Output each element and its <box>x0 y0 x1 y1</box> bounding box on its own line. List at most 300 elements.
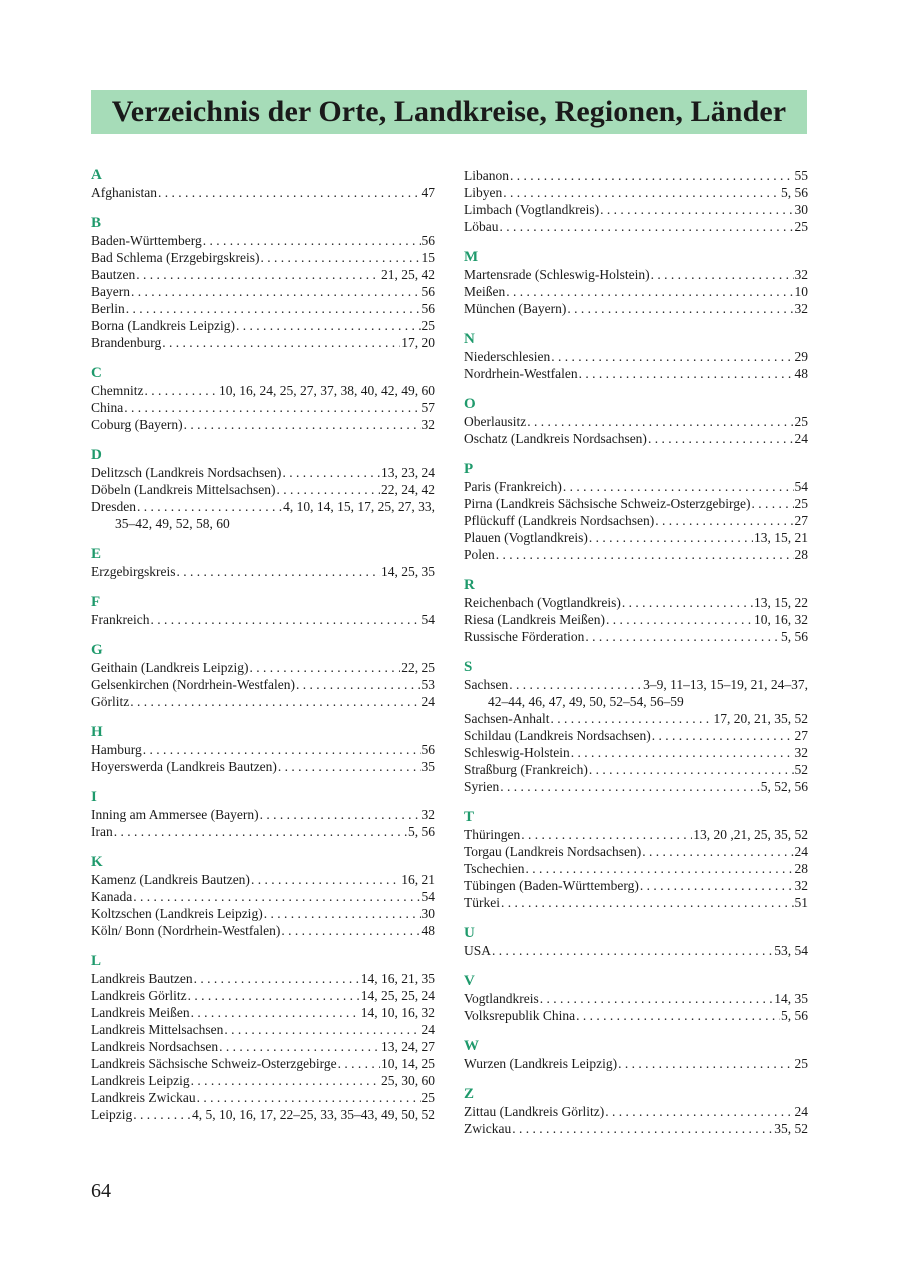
index-section <box>91 447 435 532</box>
index-entry <box>464 430 808 447</box>
index-entry <box>464 495 808 512</box>
dot-leader <box>203 232 421 249</box>
section-letter: I <box>91 789 97 805</box>
entry-name: Niederschlesien <box>464 349 551 364</box>
index-entry <box>91 888 435 905</box>
entry-name: Sachsen <box>464 677 509 692</box>
dot-leader <box>652 727 794 744</box>
dot-leader <box>133 1106 191 1123</box>
index-entry <box>464 744 808 761</box>
page-title: Verzeichnis der Orte, Landkreise, Regionen, Länder <box>111 95 787 128</box>
index-entry <box>464 594 808 611</box>
index-entry <box>464 860 808 877</box>
dot-leader <box>521 826 692 843</box>
index-entry <box>464 184 808 201</box>
index-entry <box>91 184 435 201</box>
entry-name: Zittau (Landkreis Görlitz) <box>464 1104 605 1119</box>
entry-name: Landkreis Nordsachsen <box>91 1039 219 1054</box>
index-entry <box>91 806 435 823</box>
dot-leader <box>576 1007 780 1024</box>
entry-pages: 22, 25 <box>401 660 435 675</box>
section-letter: T <box>464 809 475 825</box>
section-letter: Z <box>464 1086 475 1102</box>
entry-pages: 13, 24, 27 <box>381 1039 435 1054</box>
entry-pages: 22, 24, 42 <box>381 482 435 497</box>
entry-name: China <box>91 400 124 415</box>
index-entry <box>91 741 435 758</box>
dot-leader <box>191 1072 380 1089</box>
dot-leader <box>540 990 774 1007</box>
section-letter: F <box>91 594 101 610</box>
dot-leader <box>563 478 794 495</box>
dot-leader <box>618 1055 793 1072</box>
index-entry <box>91 464 435 481</box>
entry-pages: 53, 54 <box>774 943 808 958</box>
entry-pages: 13, 15, 21 <box>754 530 808 545</box>
entry-pages: 15 <box>421 250 435 265</box>
entry-pages: 25 <box>794 414 808 429</box>
entry-pages: 29 <box>794 349 808 364</box>
dot-leader <box>131 283 421 300</box>
index-entry <box>91 987 435 1004</box>
index-entry <box>91 563 435 580</box>
index-entry <box>464 478 808 495</box>
dot-leader <box>162 334 400 351</box>
entry-pages: 14, 25, 25, 24 <box>360 988 435 1003</box>
entry-pages: 5, 56 <box>781 185 808 200</box>
entry-pages: 54 <box>794 479 808 494</box>
section-letter: H <box>91 724 103 740</box>
dot-leader <box>606 611 753 628</box>
dot-leader <box>642 843 793 860</box>
entry-pages: 32 <box>794 878 808 893</box>
index-entry <box>91 676 435 693</box>
dot-leader <box>589 761 794 778</box>
entry-name: Thüringen <box>464 827 521 842</box>
index-entry <box>464 348 808 365</box>
index-section <box>464 659 808 795</box>
entry-name: Berlin <box>91 301 125 316</box>
index-column-right <box>464 167 808 1151</box>
entry-name: Paris (Frankreich) <box>464 479 562 494</box>
index-entry <box>91 481 435 498</box>
entry-name: Afghanistan <box>91 185 157 200</box>
index-entry <box>464 990 808 1007</box>
index-entry <box>464 300 808 317</box>
entry-pages: 17, 20, 21, 35, 52 <box>713 711 808 726</box>
index-entry <box>91 693 435 710</box>
entry-name: Görlitz <box>91 694 130 709</box>
entry-pages: 56 <box>421 233 435 248</box>
dot-leader <box>282 464 380 481</box>
entry-pages: 35 <box>421 759 435 774</box>
entry-name: Vogtlandkreis <box>464 991 539 1006</box>
entry-pages: 24 <box>421 694 435 709</box>
dot-leader <box>640 877 794 894</box>
dot-leader <box>236 317 421 334</box>
index-section <box>91 594 435 628</box>
entry-name: Schleswig-Holstein <box>464 745 570 760</box>
entry-name: Polen <box>464 547 495 562</box>
section-letter: E <box>91 546 102 562</box>
dot-leader <box>492 942 773 959</box>
entry-pages: 24 <box>421 1022 435 1037</box>
index-entry <box>464 843 808 860</box>
entry-name: Dresden <box>91 499 136 514</box>
entry-name: Riesa (Landkreis Meißen) <box>464 612 605 627</box>
dot-leader <box>188 987 360 1004</box>
index-section <box>464 809 808 911</box>
entry-name: Landkreis Bautzen <box>91 971 193 986</box>
entry-pages: 53 <box>421 677 435 692</box>
entry-name: Oberlausitz <box>464 414 527 429</box>
entry-pages: 25 <box>794 1056 808 1071</box>
dot-leader <box>191 1004 360 1021</box>
entry-pages: 10 <box>794 284 808 299</box>
entry-pages: 5, 56 <box>781 1008 808 1023</box>
entry-pages: 48 <box>794 366 808 381</box>
dot-leader <box>605 1103 793 1120</box>
entry-pages: 52 <box>794 762 808 777</box>
entry-pages: 28 <box>794 861 808 876</box>
entry-name: Zwickau <box>464 1121 512 1136</box>
entry-name: Oschatz (Landkreis Nordsachsen) <box>464 431 647 446</box>
index-entry <box>464 1055 808 1072</box>
dot-leader <box>296 676 421 693</box>
entry-name: Kamenz (Landkreis Bautzen) <box>91 872 250 887</box>
index-entry <box>91 416 435 433</box>
index-section <box>91 642 435 710</box>
dot-leader <box>176 563 380 580</box>
index-entry <box>464 894 808 911</box>
index-section <box>464 577 808 645</box>
index-section <box>91 953 435 1123</box>
entry-name: Libyen <box>464 185 503 200</box>
dot-leader <box>571 744 794 761</box>
entry-name: Iran <box>91 824 113 839</box>
entry-pages: 35, 52 <box>774 1121 808 1136</box>
entry-name: Erzgebirgskreis <box>91 564 176 579</box>
entry-name: Libanon <box>464 168 509 183</box>
section-letter: P <box>464 461 474 477</box>
entry-pages: 32 <box>794 301 808 316</box>
entry-pages: 51 <box>794 895 808 910</box>
entry-pages: 48 <box>421 923 435 938</box>
entry-pages: 56 <box>421 301 435 316</box>
index-entry <box>464 218 808 235</box>
entry-pages: 5, 56 <box>781 629 808 644</box>
entry-name: Inning am Ammersee (Bayern) <box>91 807 259 822</box>
entry-pages: 56 <box>421 284 435 299</box>
entry-pages: 10, 14, 25 <box>381 1056 435 1071</box>
index-section <box>91 546 435 580</box>
entry-pages: 16, 21 <box>401 872 435 887</box>
entry-pages: 32 <box>794 745 808 760</box>
index-entry <box>464 546 808 563</box>
dot-leader <box>496 546 794 563</box>
entry-name: Tübingen (Baden-Württemberg) <box>464 878 639 893</box>
entry-name: Bautzen <box>91 267 136 282</box>
index-section <box>464 396 808 447</box>
entry-name: Torgau (Landkreis Nordsachsen) <box>464 844 642 859</box>
index-entry <box>91 905 435 922</box>
section-letter: M <box>464 249 479 265</box>
entry-name: Reichenbach (Vogtlandkreis) <box>464 595 621 610</box>
index-section <box>464 1086 808 1137</box>
entry-pages: 24 <box>794 844 808 859</box>
entry-name: Köln/ Bonn (Nordrhein-Westfalen) <box>91 923 281 938</box>
dot-leader <box>114 823 407 840</box>
entry-name: Delitzsch (Landkreis Nordsachsen) <box>91 465 282 480</box>
dot-leader <box>551 348 793 365</box>
dot-leader <box>506 283 793 300</box>
index-section <box>91 365 435 433</box>
dot-leader <box>550 710 712 727</box>
entry-pages: 30 <box>421 906 435 921</box>
entry-name: Sachsen-Anhalt <box>464 711 550 726</box>
index-entry <box>464 413 808 430</box>
entry-name: München (Bayern) <box>464 301 567 316</box>
entry-pages: 25 <box>421 318 435 333</box>
entry-name: Landkreis Meißen <box>91 1005 190 1020</box>
index-entry <box>464 1120 808 1137</box>
entry-pages: 4, 10, 14, 15, 17, 25, 27, 33, <box>283 499 435 514</box>
dot-leader <box>194 970 360 987</box>
entry-pages: 21, 25, 42 <box>381 267 435 282</box>
index-entry <box>91 1004 435 1021</box>
section-letter: U <box>464 925 475 941</box>
section-letter: D <box>91 447 102 463</box>
index-entry <box>91 1021 435 1038</box>
index-section <box>464 461 808 563</box>
entry-pages: 24 <box>794 431 808 446</box>
entry-pages: 32 <box>421 417 435 432</box>
title-banner <box>91 90 807 134</box>
dot-leader <box>133 888 420 905</box>
index-section <box>464 973 808 1024</box>
entry-name: Landkreis Sächsische Schweiz-Osterzgebirge <box>91 1056 337 1071</box>
index-entry <box>91 1089 435 1106</box>
entry-pages: 32 <box>421 807 435 822</box>
entry-name: Türkei <box>464 895 500 910</box>
index-section <box>464 331 808 382</box>
dot-leader <box>651 266 794 283</box>
dot-leader <box>501 894 794 911</box>
entry-name: Pirna (Landkreis Sächsische Schweiz-Osterzgebirge) <box>464 496 751 511</box>
dot-leader <box>278 758 421 775</box>
entry-pages: 5, 52, 56 <box>760 779 808 794</box>
dot-leader <box>338 1055 380 1072</box>
entry-pages: 10, 16, 24, 25, 27, 37, 38, 40, 42, 49, 60 <box>219 383 435 398</box>
dot-leader <box>526 860 794 877</box>
dot-leader <box>622 594 753 611</box>
section-letter: C <box>91 365 102 381</box>
index-entry <box>464 676 808 693</box>
index-section <box>464 1038 808 1072</box>
section-letter: B <box>91 215 102 231</box>
index-entry <box>91 317 435 334</box>
entry-pages: 32 <box>794 267 808 282</box>
entry-name: Gelsenkirchen (Nordrhein-Westfalen) <box>91 677 295 692</box>
index-entry <box>91 249 435 266</box>
entry-pages: 24 <box>794 1104 808 1119</box>
dot-leader <box>509 676 642 693</box>
entry-name: Tschechien <box>464 861 525 876</box>
dot-leader <box>500 218 794 235</box>
entry-name: Koltzschen (Landkreis Leipzig) <box>91 906 263 921</box>
entry-pages-continued: 35–42, 49, 52, 58, 60 <box>115 516 230 531</box>
entry-name: Meißen <box>464 284 506 299</box>
dot-leader <box>567 300 793 317</box>
index-entry <box>91 611 435 628</box>
page-number: 64 <box>91 1180 111 1202</box>
index-entry <box>464 761 808 778</box>
entry-name: Döbeln (Landkreis Mittelsachsen) <box>91 482 276 497</box>
entry-name: Wurzen (Landkreis Leipzig) <box>464 1056 618 1071</box>
entry-pages: 25 <box>421 1090 435 1105</box>
dot-leader <box>197 1089 421 1106</box>
index-section <box>91 789 435 840</box>
entry-name: Löbau <box>464 219 499 234</box>
dot-leader <box>281 922 420 939</box>
section-letter: L <box>91 953 102 969</box>
index-entry <box>91 283 435 300</box>
entry-name: Limbach (Vogtlandkreis) <box>464 202 600 217</box>
dot-leader <box>143 741 421 758</box>
index-entry <box>464 710 808 727</box>
dot-leader <box>145 382 219 399</box>
dot-leader <box>260 249 420 266</box>
index-section <box>464 167 808 235</box>
index-entry <box>91 399 435 416</box>
entry-name: Brandenburg <box>91 335 162 350</box>
dot-leader <box>158 184 421 201</box>
section-letter: R <box>464 577 475 593</box>
section-letter: W <box>464 1038 479 1054</box>
index-entry <box>464 727 808 744</box>
index-entry <box>464 877 808 894</box>
index-entry <box>464 628 808 645</box>
entry-pages: 10, 16, 32 <box>754 612 808 627</box>
index-entry <box>91 871 435 888</box>
dot-leader <box>500 778 760 795</box>
index-section <box>91 167 435 201</box>
index-entry <box>91 300 435 317</box>
index-entry <box>91 334 435 351</box>
index-entry <box>464 826 808 843</box>
dot-leader <box>510 167 794 184</box>
index-entry <box>91 266 435 283</box>
index-entry <box>464 512 808 529</box>
dot-leader <box>752 495 794 512</box>
entry-pages: 55 <box>794 168 808 183</box>
dot-leader <box>136 266 380 283</box>
dot-leader <box>137 498 282 515</box>
dot-leader <box>648 430 794 447</box>
entry-pages: 54 <box>421 889 435 904</box>
section-letter: K <box>91 854 103 870</box>
dot-leader <box>655 512 793 529</box>
section-letter: O <box>464 396 476 412</box>
section-letter: G <box>91 642 103 658</box>
entry-name: Kanada <box>91 889 133 904</box>
entry-name: Schildau (Landkreis Nordsachsen) <box>464 728 651 743</box>
entry-pages: 14, 10, 16, 32 <box>360 1005 435 1020</box>
index-entry <box>91 498 435 515</box>
entry-name: Hamburg <box>91 742 142 757</box>
entry-name: Pflückuff (Landkreis Nordsachsen) <box>464 513 655 528</box>
entry-name: Leipzig <box>91 1107 133 1122</box>
dot-leader <box>585 628 780 645</box>
index-entry <box>91 1106 435 1123</box>
index-entry <box>91 659 435 676</box>
dot-leader <box>251 871 400 888</box>
index-entry <box>464 283 808 300</box>
index-entry <box>464 201 808 218</box>
dot-leader <box>184 416 421 433</box>
entry-pages: 5, 56 <box>408 824 435 839</box>
index-entry <box>91 232 435 249</box>
section-letter: A <box>91 167 102 183</box>
entry-pages: 14, 25, 35 <box>381 564 435 579</box>
index-entry <box>91 1038 435 1055</box>
entry-pages: 13, 20 ,21, 25, 35, 52 <box>693 827 808 842</box>
entry-name: Straßburg (Frankreich) <box>464 762 588 777</box>
entry-name: Hoyerswerda (Landkreis Bautzen) <box>91 759 277 774</box>
index-entry <box>91 1055 435 1072</box>
dot-leader <box>276 481 380 498</box>
entry-pages: 28 <box>794 547 808 562</box>
section-letter: N <box>464 331 475 347</box>
index-entry <box>91 970 435 987</box>
entry-name: Plauen (Vogtlandkreis) <box>464 530 588 545</box>
dot-leader <box>264 905 421 922</box>
index-section <box>91 724 435 775</box>
entry-pages: 14, 16, 21, 35 <box>360 971 435 986</box>
entry-pages: 27 <box>794 728 808 743</box>
entry-name: Geithain (Landkreis Leipzig) <box>91 660 249 675</box>
index-section <box>91 854 435 939</box>
entry-pages: 56 <box>421 742 435 757</box>
dot-leader <box>126 300 421 317</box>
index-section <box>91 215 435 351</box>
dot-leader <box>260 806 421 823</box>
index-entry <box>91 382 435 399</box>
index-entry <box>464 1103 808 1120</box>
entry-name: Landkreis Leipzig <box>91 1073 190 1088</box>
index-entry <box>464 611 808 628</box>
index-entry <box>464 365 808 382</box>
entry-name: Landkreis Mittelsachsen <box>91 1022 224 1037</box>
section-letter: S <box>464 659 473 675</box>
index-entry <box>91 823 435 840</box>
entry-name: Borna (Landkreis Leipzig) <box>91 318 235 333</box>
entry-pages: 25 <box>794 219 808 234</box>
entry-pages: 54 <box>421 612 435 627</box>
dot-leader <box>503 184 780 201</box>
entry-pages: 25 <box>794 496 808 511</box>
dot-leader <box>150 611 420 628</box>
entry-pages: 17, 20 <box>401 335 435 350</box>
index-entry <box>464 167 808 184</box>
index-entry <box>464 778 808 795</box>
entry-name: USA <box>464 943 492 958</box>
entry-name: Baden-Württemberg <box>91 233 202 248</box>
entry-name: Syrien <box>464 779 500 794</box>
index-entry <box>464 1007 808 1024</box>
dot-leader <box>512 1120 773 1137</box>
section-letter: V <box>464 973 475 989</box>
